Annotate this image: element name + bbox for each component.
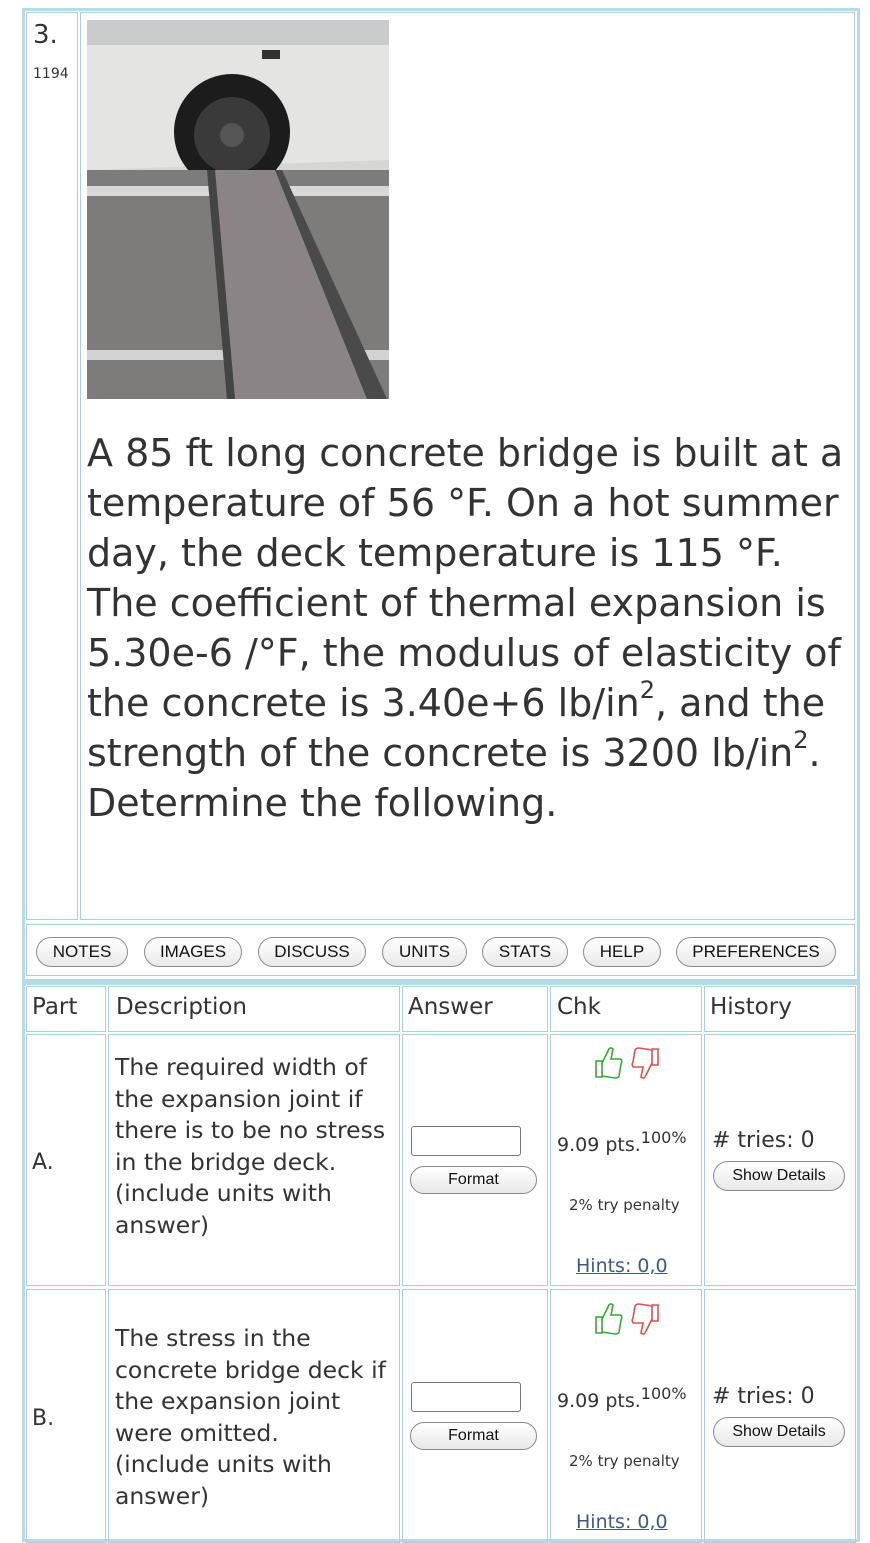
preferences-button[interactable]: PREFERENCES [676, 937, 836, 967]
problem-statement: A 85 ft long concrete bridge is built at a temperature of 56 °F. On a hot summer day, the deck temperature is 115 °F. The coefficient of thermal expansion is 5.30e-6 /°F, the modulus of elasticity of the concrete is 3.40e+6 $lb/in^2$, and the strength of the concrete is 3200 $lb/in^2$. Determine the following. [87, 431, 844, 825]
row-b-tries: # tries: 0 [712, 1384, 815, 1409]
notes-button[interactable]: NOTES [36, 937, 128, 967]
stats-button[interactable]: STATS [482, 937, 568, 967]
thumb-down-icon[interactable] [632, 1048, 658, 1078]
row-a-description: The required width of the expansion joint if there is to be no stress in the bridge deck. (include units with answer) [115, 1053, 386, 1239]
discuss-button[interactable]: DISCUSS [258, 937, 366, 967]
thumb-down-icon[interactable] [632, 1304, 658, 1334]
row-a-answer-cell [402, 1034, 548, 1286]
thumb-up-icon[interactable] [596, 1304, 622, 1334]
units-button[interactable]: UNITS [382, 937, 467, 967]
question-number-cell [26, 12, 78, 920]
row-b-points: 9.09 pts.$^{100\%}$ [557, 1384, 687, 1412]
row-a-history-cell [704, 1034, 856, 1286]
header-part: Part [32, 994, 78, 1020]
row-a-points: 9.09 pts.$^{100\%}$ [557, 1128, 687, 1156]
row-a-format-button[interactable]: Format [410, 1166, 537, 1194]
row-a-hints-link[interactable]: Hints: 0,0 [576, 1255, 668, 1277]
question-number: 3. [33, 20, 58, 50]
row-a-part-label: A. [32, 1150, 54, 1175]
row-b-answer-cell [402, 1289, 548, 1543]
row-b-answer-input[interactable] [411, 1382, 521, 1412]
thumb-up-icon[interactable] [596, 1048, 622, 1078]
row-b-format-button[interactable]: Format [410, 1422, 537, 1450]
row-b-part-label: B. [32, 1406, 55, 1431]
header-history: History [710, 994, 792, 1020]
row-a-check-thumbs [590, 1043, 660, 1083]
bridge-expansion-joint-photo [87, 20, 389, 399]
header-description: Description [116, 994, 247, 1020]
row-a-answer-input[interactable] [411, 1126, 521, 1156]
row-b-check-thumbs [590, 1299, 660, 1339]
help-button[interactable]: HELP [583, 937, 661, 967]
row-b-description: The stress in the concrete bridge deck if the expansion joint were omitted. (include units with answer) [115, 1324, 386, 1510]
header-answer: Answer [408, 994, 493, 1020]
row-a-tries: # tries: 0 [712, 1128, 815, 1153]
images-button[interactable]: IMAGES [144, 937, 242, 967]
row-b-history-cell [704, 1289, 856, 1543]
row-b-penalty: 2% try penalty [569, 1452, 680, 1470]
row-a-penalty: 2% try penalty [569, 1196, 680, 1214]
question-id: 1194 [33, 66, 69, 82]
row-b-hints-link[interactable]: Hints: 0,0 [576, 1511, 668, 1533]
header-chk: Chk [557, 994, 601, 1020]
row-b-show-details-button[interactable]: Show Details [713, 1417, 845, 1447]
row-a-show-details-button[interactable]: Show Details [713, 1161, 845, 1191]
